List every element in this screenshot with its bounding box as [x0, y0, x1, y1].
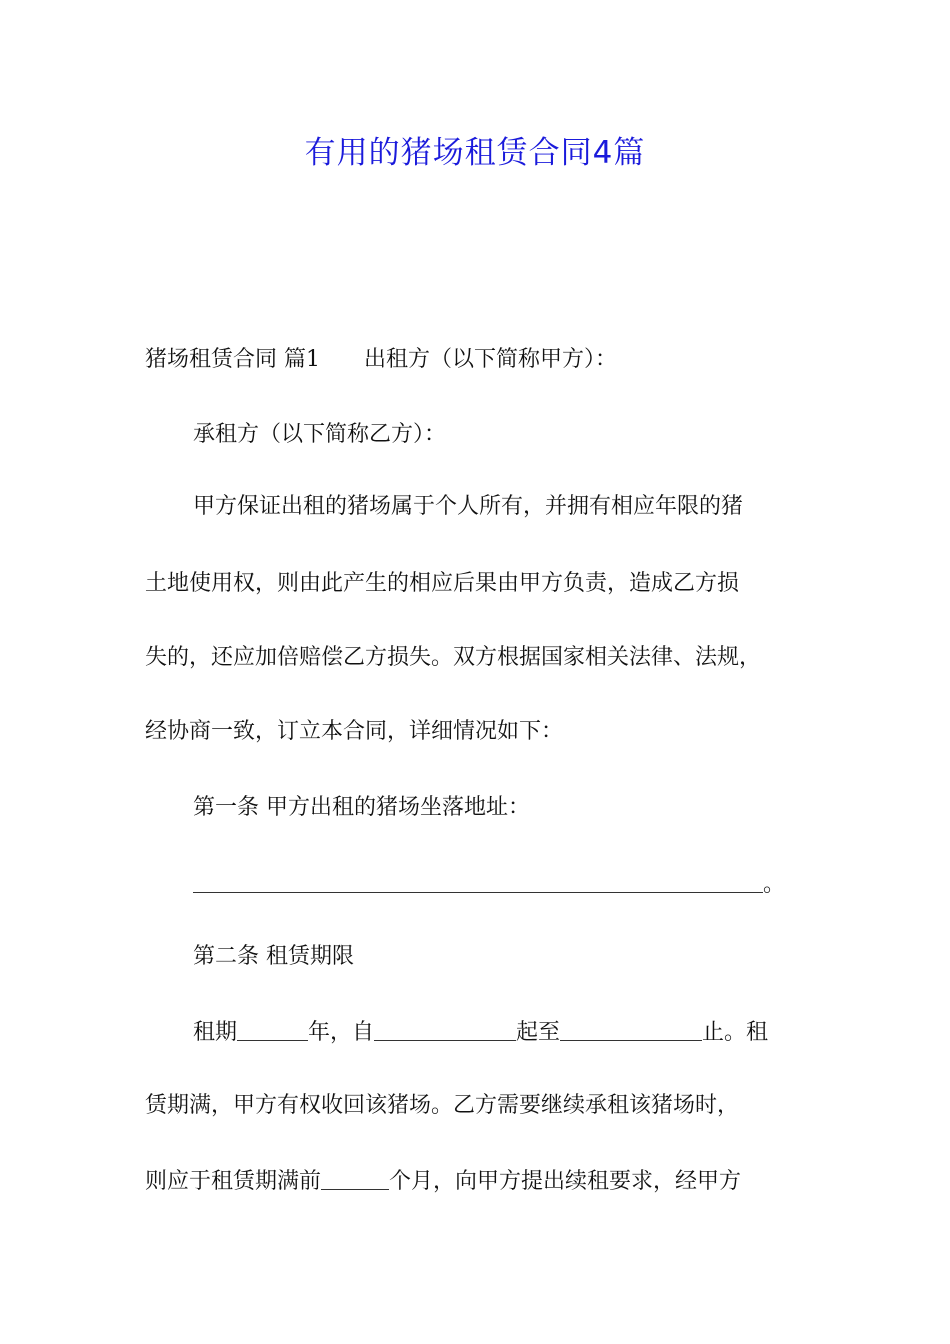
address-blank: [193, 866, 763, 893]
renewal-prefix: 则应于租赁期满前: [145, 1169, 322, 1194]
section-heading: 猪场租赁合同 篇1: [145, 347, 320, 372]
term-to-label: 起至: [516, 1020, 561, 1045]
lessor-label: 出租方（以下简称甲方）：: [364, 347, 618, 372]
article-1-heading: 第一条 甲方出租的猪场坐落地址：: [193, 795, 530, 820]
address-end-mark: 。: [763, 872, 786, 897]
term-end-blank: [560, 1014, 702, 1041]
term-end-label: 止。租: [702, 1020, 769, 1045]
article-2-heading: 第二条 租赁期限: [193, 944, 354, 969]
paragraph-line-4: 土地使用权，则由此产生的相应后果由甲方负责，造成乙方损: [145, 571, 740, 596]
document-title: 有用的猪场租赁合同4篇: [304, 135, 646, 171]
paragraph-line-10: [193, 1014, 768, 1050]
paragraph-line-1: [145, 343, 617, 377]
renewal-months-blank: [321, 1163, 389, 1190]
paragraph-line-12: [145, 1163, 741, 1199]
renewal-suffix: 个月，向甲方提出续租要求，经甲方: [389, 1169, 742, 1194]
term-from-label: 年，自: [308, 1020, 375, 1045]
paragraph-line-11: 赁期满，甲方有权收回该猪场。乙方需要继续承租该猪场时，: [145, 1093, 740, 1118]
term-years-blank: [237, 1014, 308, 1041]
paragraph-line-3: 甲方保证出租的猪场属于个人所有，并拥有相应年限的猪: [193, 494, 744, 519]
term-start-blank: [374, 1014, 516, 1041]
paragraph-line-6: 经协商一致，订立本合同，详细情况如下：: [145, 719, 564, 744]
lessee-label: 承租方（以下简称乙方）：: [193, 422, 447, 447]
term-label: 租期: [193, 1020, 238, 1045]
paragraph-line-5: 失的，还应加倍赔偿乙方损失。双方根据国家相关法律、法规，: [145, 645, 762, 670]
address-blank-line: [193, 866, 785, 902]
